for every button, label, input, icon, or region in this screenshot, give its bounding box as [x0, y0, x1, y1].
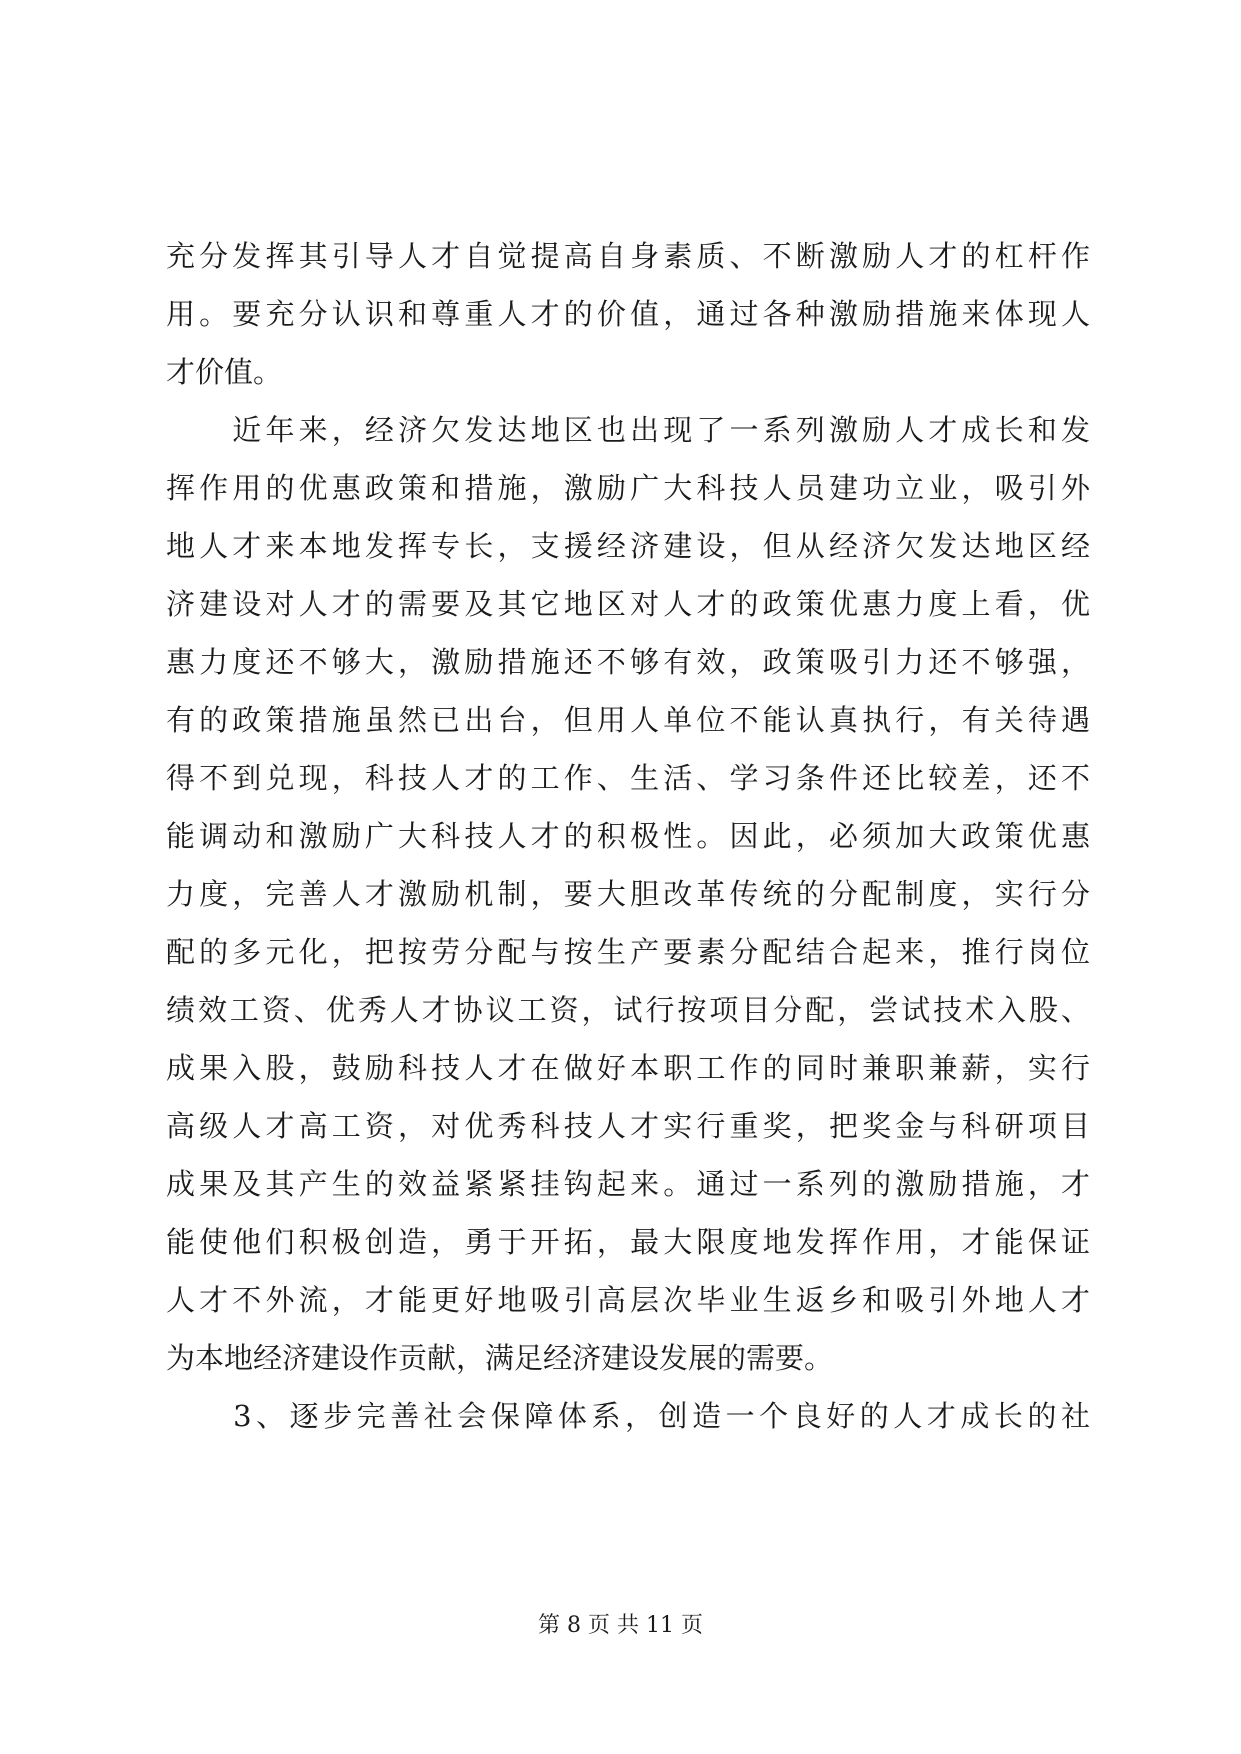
text-line: 近年来，经济欠发达地区也出现了一系列激励人才成长和发 [166, 413, 1090, 447]
text-line: 为本地经济建设作贡献，满足经济建设发展的需要。 [166, 1341, 834, 1375]
text-line: 惠力度还不够大，激励措施还不够有效，政策吸引力还不够强， [166, 645, 1090, 679]
text-line: 人才不外流，才能更好地吸引高层次毕业生返乡和吸引外地人才 [166, 1283, 1090, 1317]
page-footer: 第 8 页 共 11 页 [538, 1613, 703, 1638]
text-line: 充分发挥其引导人才自觉提高自身素质、不断激励人才的杠杆作 [166, 239, 1090, 273]
text-line: 用。要充分认识和尊重人才的价值，通过各种激励措施来体现人 [166, 297, 1090, 331]
text-line: 得不到兑现，科技人才的工作、生活、学习条件还比较差，还不 [166, 761, 1090, 795]
text-line: 绩效工资、优秀人才协议工资，试行按项目分配，尝试技术入股、 [166, 993, 1090, 1027]
text-line: 3、逐步完善社会保障体系，创造一个良好的人才成长的社 [166, 1399, 1090, 1433]
text-line: 有的政策措施虽然已出台，但用人单位不能认真执行，有关待遇 [166, 703, 1090, 737]
text-line: 力度，完善人才激励机制，要大胆改革传统的分配制度，实行分 [166, 877, 1090, 911]
text-line: 高级人才高工资，对优秀科技人才实行重奖，把奖金与科研项目 [166, 1109, 1090, 1143]
body-text [166, 227, 1090, 1445]
text-line: 能调动和激励广大科技人才的积极性。因此，必须加大政策优惠 [166, 819, 1090, 853]
text-line: 成果及其产生的效益紧紧挂钩起来。通过一系列的激励措施，才 [166, 1167, 1090, 1201]
text-line: 能使他们积极创造，勇于开拓，最大限度地发挥作用，才能保证 [166, 1225, 1090, 1259]
text-line: 济建设对人才的需要及其它地区对人才的政策优惠力度上看，优 [166, 587, 1090, 621]
text-line: 地人才来本地发挥专长，支援经济建设，但从经济欠发达地区经 [166, 529, 1090, 563]
text-line: 配的多元化，把按劳分配与按生产要素分配结合起来，推行岗位 [166, 935, 1090, 969]
text-line: 挥作用的优惠政策和措施，激励广大科技人员建功立业，吸引外 [166, 471, 1090, 505]
text-line: 成果入股，鼓励科技人才在做好本职工作的同时兼职兼薪，实行 [166, 1051, 1090, 1085]
text-line: 才价值。 [166, 355, 283, 389]
